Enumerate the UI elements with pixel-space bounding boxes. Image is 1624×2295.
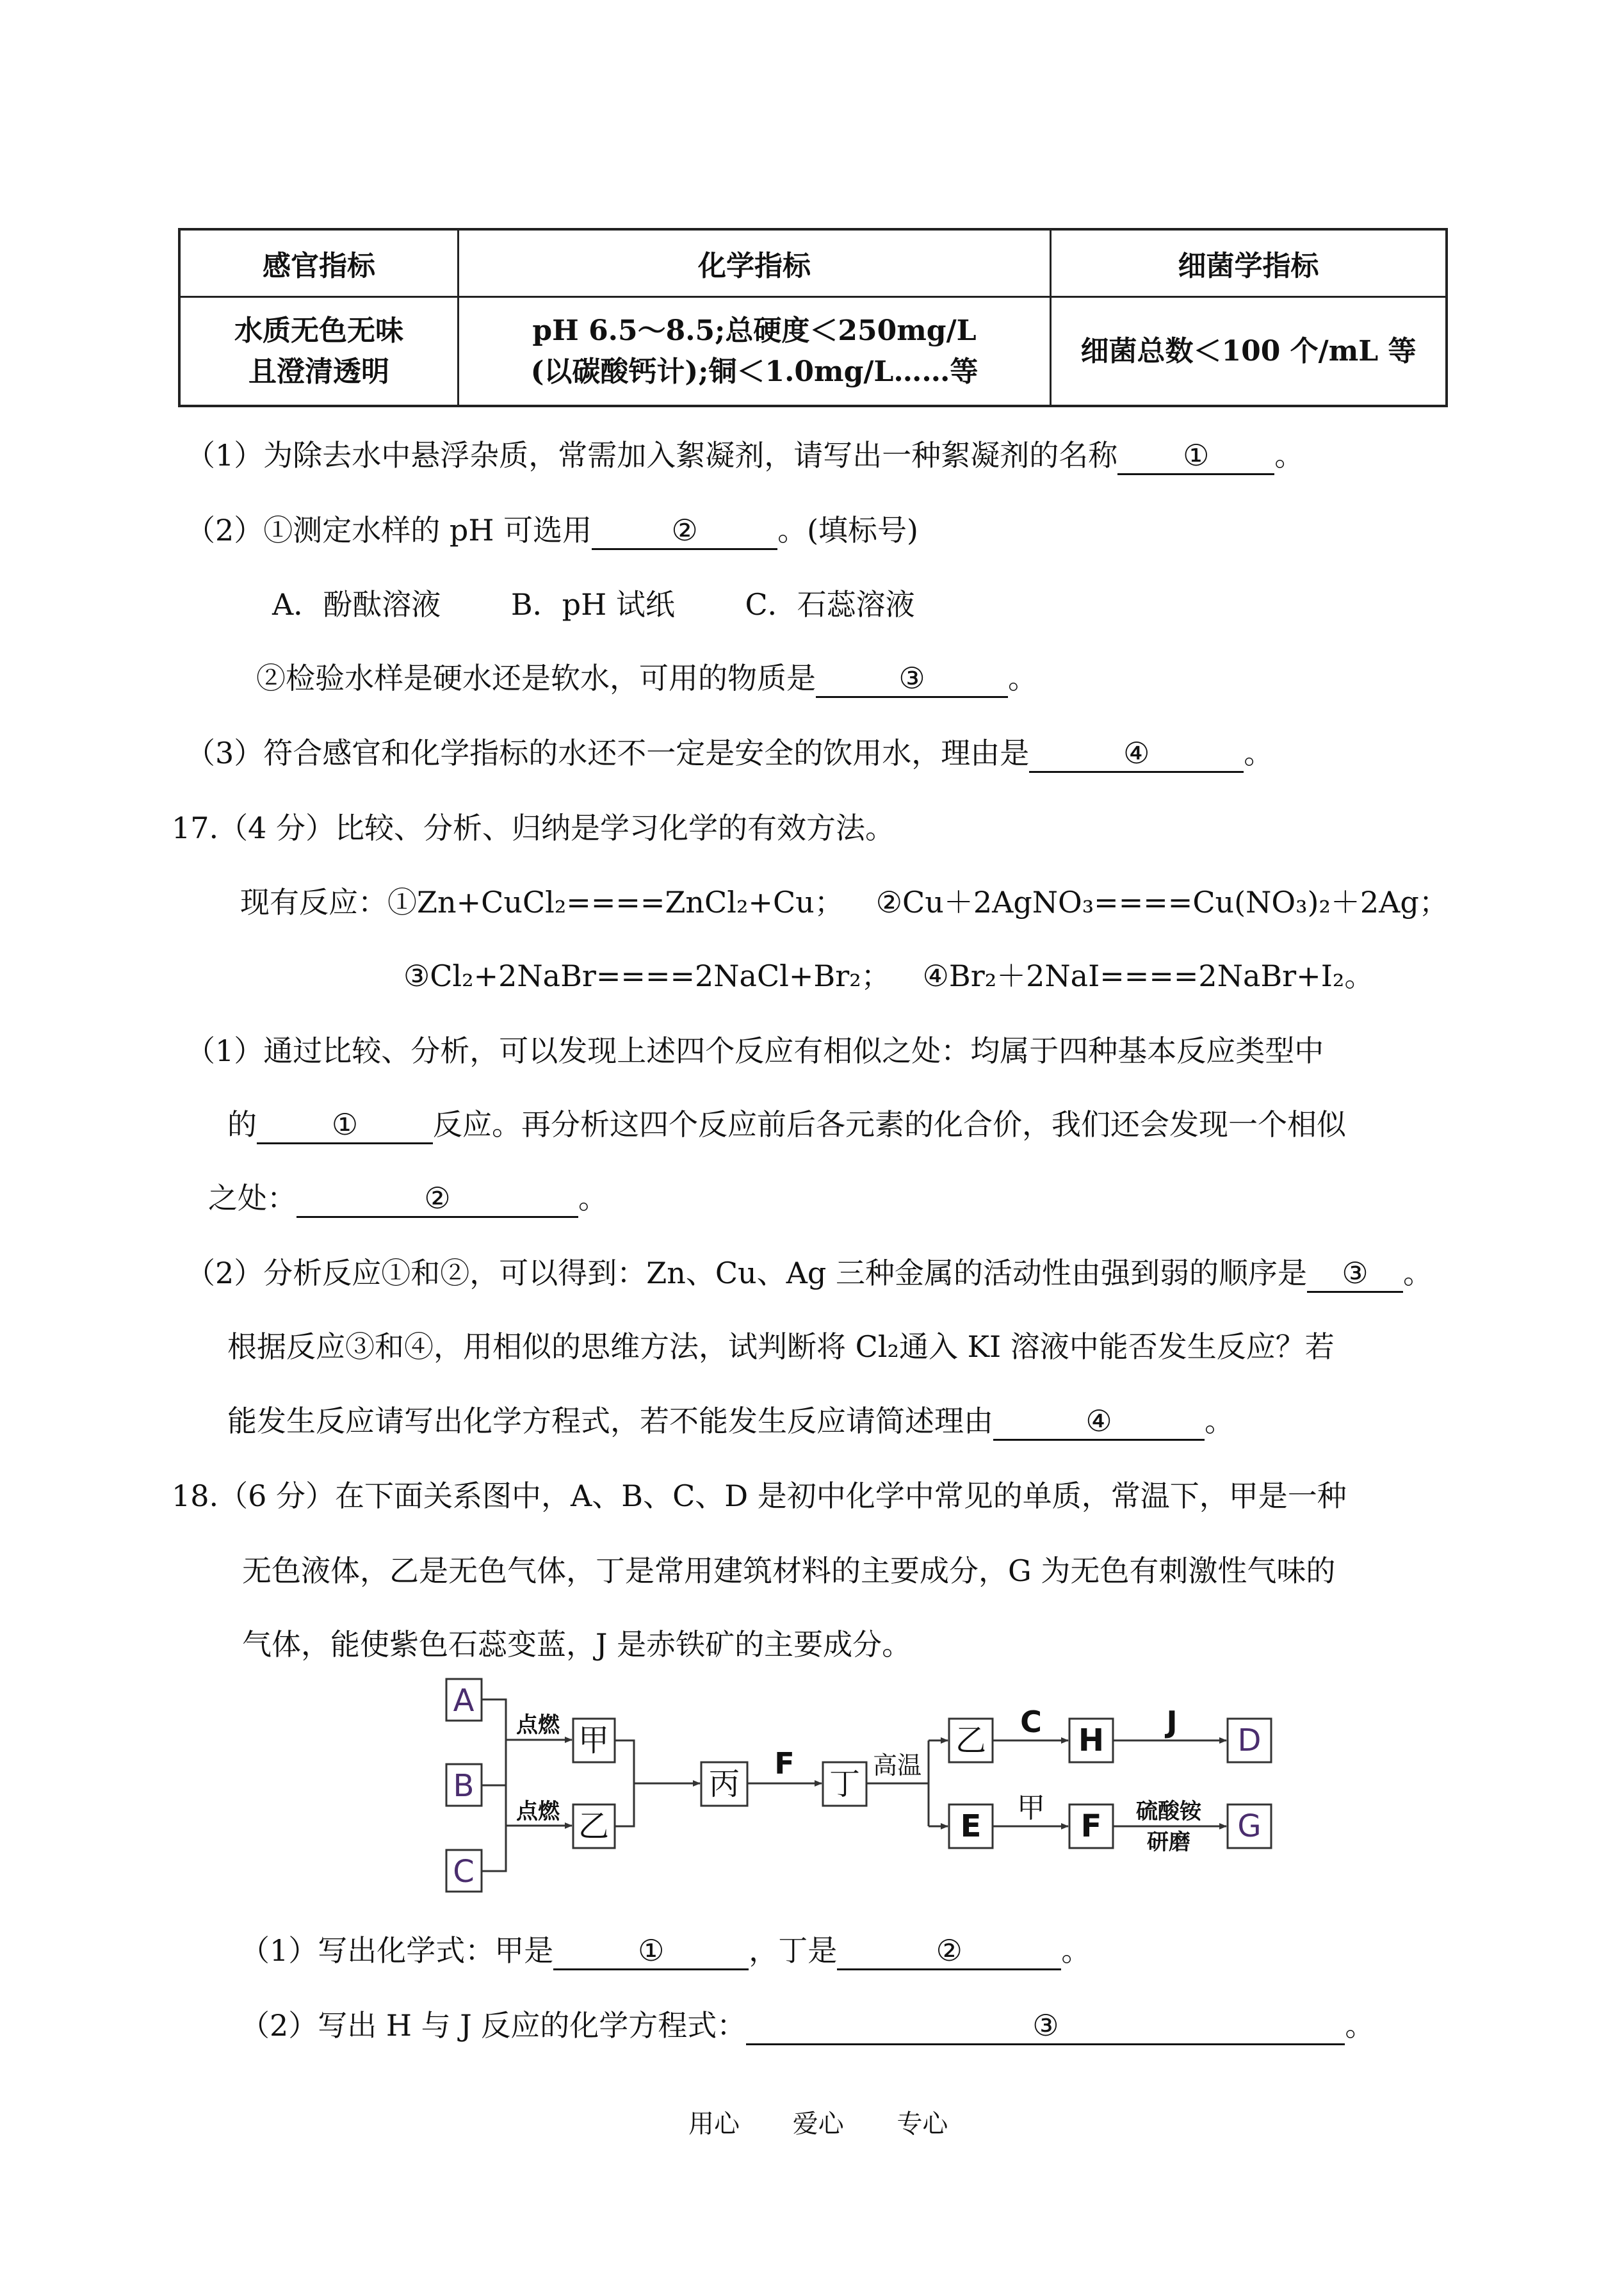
label-C: C: [1020, 1705, 1042, 1739]
q16-part2b-end: 。: [1008, 661, 1037, 695]
answer-blank-1[interactable]: ①: [553, 1933, 749, 1970]
q18-part2: [240, 2002, 1374, 2045]
q18-part1: [240, 1927, 1091, 1970]
q17-part2-line2: 根据反应③和④，用相似的思维方法，试判断将 Cl₂通入 KI 溶液中能否发生反应？若: [227, 1329, 1335, 1364]
answer-blank-2[interactable]: ②: [837, 1933, 1061, 1970]
answer-blank-2[interactable]: ②: [296, 1181, 578, 1218]
answer-blank-1[interactable]: ①: [257, 1107, 433, 1144]
footer-word-2: 爱心: [792, 2109, 844, 2139]
q17-part1-line1: （1）通过比较、分析，可以发现上述四个反应有相似之处：均属于四种基本反应类型中: [186, 1034, 1324, 1068]
reaction-3: ③Cl₂+2NaBr====2NaCl+Br₂；: [403, 959, 891, 993]
node-G: G: [1237, 1808, 1262, 1844]
label-burn-2: 点燃: [516, 1799, 560, 1824]
answer-blank-1[interactable]: ①: [1117, 438, 1274, 475]
label-jia-arrow: 甲: [1017, 1792, 1045, 1824]
reaction-1: ①Zn+CuCl₂====ZnCl₂+Cu；: [387, 885, 844, 920]
reactions-label: 现有反应：: [240, 885, 387, 920]
answer-blank-2[interactable]: ②: [592, 513, 777, 550]
label-ammonium-sulfate: 硫酸铵: [1136, 1799, 1201, 1824]
node-A: A: [453, 1683, 475, 1719]
header-sensory: 感官指标: [179, 229, 459, 297]
answer-blank-4[interactable]: ④: [993, 1404, 1205, 1441]
option-a: A．酚酞溶液: [272, 587, 441, 622]
node-D: D: [1237, 1723, 1262, 1758]
q18-part2-end: 。: [1345, 2008, 1375, 2043]
q16-part2a-text: （2）①测定水样的 pH 可选用: [186, 513, 592, 547]
node-bing: 丙: [708, 1766, 740, 1802]
q17-part2-line3-pre: 能发生反应请写出化学方程式，若不能发生反应请简述理由: [227, 1404, 993, 1438]
reaction-4: ④Br₂＋2NaI====2NaBr+I₂。: [922, 959, 1374, 993]
option-b: B．pH 试纸: [510, 587, 675, 622]
node-yi: 乙: [578, 1808, 610, 1844]
q18-part1-end: 。: [1061, 1933, 1091, 1968]
q16-part3-end: 。: [1244, 736, 1274, 770]
q16-part1-end: 。: [1274, 438, 1304, 473]
q17-part1-line2-post: 反应。再分析这四个反应前后各元素的化合价，我们还会发现一个相似: [433, 1107, 1346, 1142]
q17-title: 17.（4 分）比较、分析、归纳是学习化学的有效方法。: [172, 811, 895, 845]
answer-blank-4[interactable]: ④: [1029, 736, 1244, 773]
cell-bacterial: 细菌总数＜100 个/mL 等: [1051, 297, 1447, 407]
q18-line3: 气体，能使紫色石蕊变蓝，J 是赤铁矿的主要成分。: [242, 1627, 912, 1662]
label-high-temp: 高温: [872, 1751, 922, 1780]
q18-line2: 无色液体，乙是无色气体，丁是常用建筑材料的主要成分，G 为无色有刺激性气味的: [242, 1553, 1336, 1588]
q16-part2b-text: ②检验水样是硬水还是软水，可用的物质是: [256, 661, 816, 695]
node-C: C: [453, 1854, 475, 1890]
q17-part2-line1-post: 。: [1402, 1256, 1433, 1290]
header-bacterial: 细菌学指标: [1051, 229, 1447, 297]
header-chemical: 化学指标: [459, 229, 1051, 297]
q18-part1-mid: ，丁是: [749, 1933, 838, 1968]
node-B: B: [453, 1768, 475, 1804]
node-ding: 丁: [829, 1766, 861, 1802]
label-burn-1: 点燃: [516, 1712, 560, 1738]
q16-part1-text: （1）为除去水中悬浮杂质，常需加入絮凝剂，请写出一种絮凝剂的名称: [186, 438, 1118, 473]
label-F: F: [774, 1746, 795, 1781]
option-c: C．石蕊溶液: [745, 587, 915, 622]
q17-part1-line3-post: 。: [578, 1181, 608, 1215]
q17-part2-line3-post: 。: [1205, 1404, 1234, 1438]
cell-chemical: pH 6.5～8.5;总硬度＜250mg/L (以碳酸钙计);铜＜1.0mg/L……等: [459, 297, 1051, 407]
cell-sensory: 水质无色无味 且澄清透明: [179, 297, 459, 407]
q17-part2-line1-pre: （2）分析反应①和②，可以得到：Zn、Cu、Ag 三种金属的活动性由强到弱的顺序是: [186, 1256, 1307, 1290]
node-H: H: [1078, 1723, 1105, 1758]
answer-blank-3[interactable]: ③: [1307, 1256, 1403, 1293]
answer-blank-3[interactable]: ③: [746, 2008, 1345, 2045]
q16-part2a-end: 。(填标号): [777, 513, 918, 547]
node-E: E: [960, 1808, 982, 1844]
q16-part3-text: （3）符合感官和化学指标的水还不一定是安全的饮用水，理由是: [186, 736, 1030, 770]
q17-part1-line3-pre: 之处：: [208, 1181, 296, 1215]
footer-word-1: 用心: [688, 2109, 740, 2139]
node-yi-right: 乙: [955, 1723, 987, 1758]
q18-line1: 18.（6 分）在下面关系图中，A、B、C、D 是初中化学中常见的单质，常温下，甲是一种: [172, 1479, 1347, 1513]
label-grinding: 研磨: [1147, 1829, 1190, 1855]
reaction-2: ②Cu＋2AgNO₃====Cu(NO₃)₂＋2Ag；: [875, 885, 1449, 920]
answer-blank-3[interactable]: ③: [816, 661, 1008, 698]
node-F: F: [1080, 1808, 1102, 1844]
footer-word-3: 专心: [897, 2109, 948, 2139]
q18-part1-pre: （1）写出化学式：甲是: [240, 1933, 554, 1968]
q18-part2-pre: （2）写出 H 与 J 反应的化学方程式：: [240, 2008, 747, 2043]
label-J: J: [1166, 1705, 1178, 1739]
node-jia: 甲: [578, 1723, 610, 1758]
q17-part1-line2-pre: 的: [227, 1107, 257, 1142]
page-footer: [688, 2104, 948, 2140]
